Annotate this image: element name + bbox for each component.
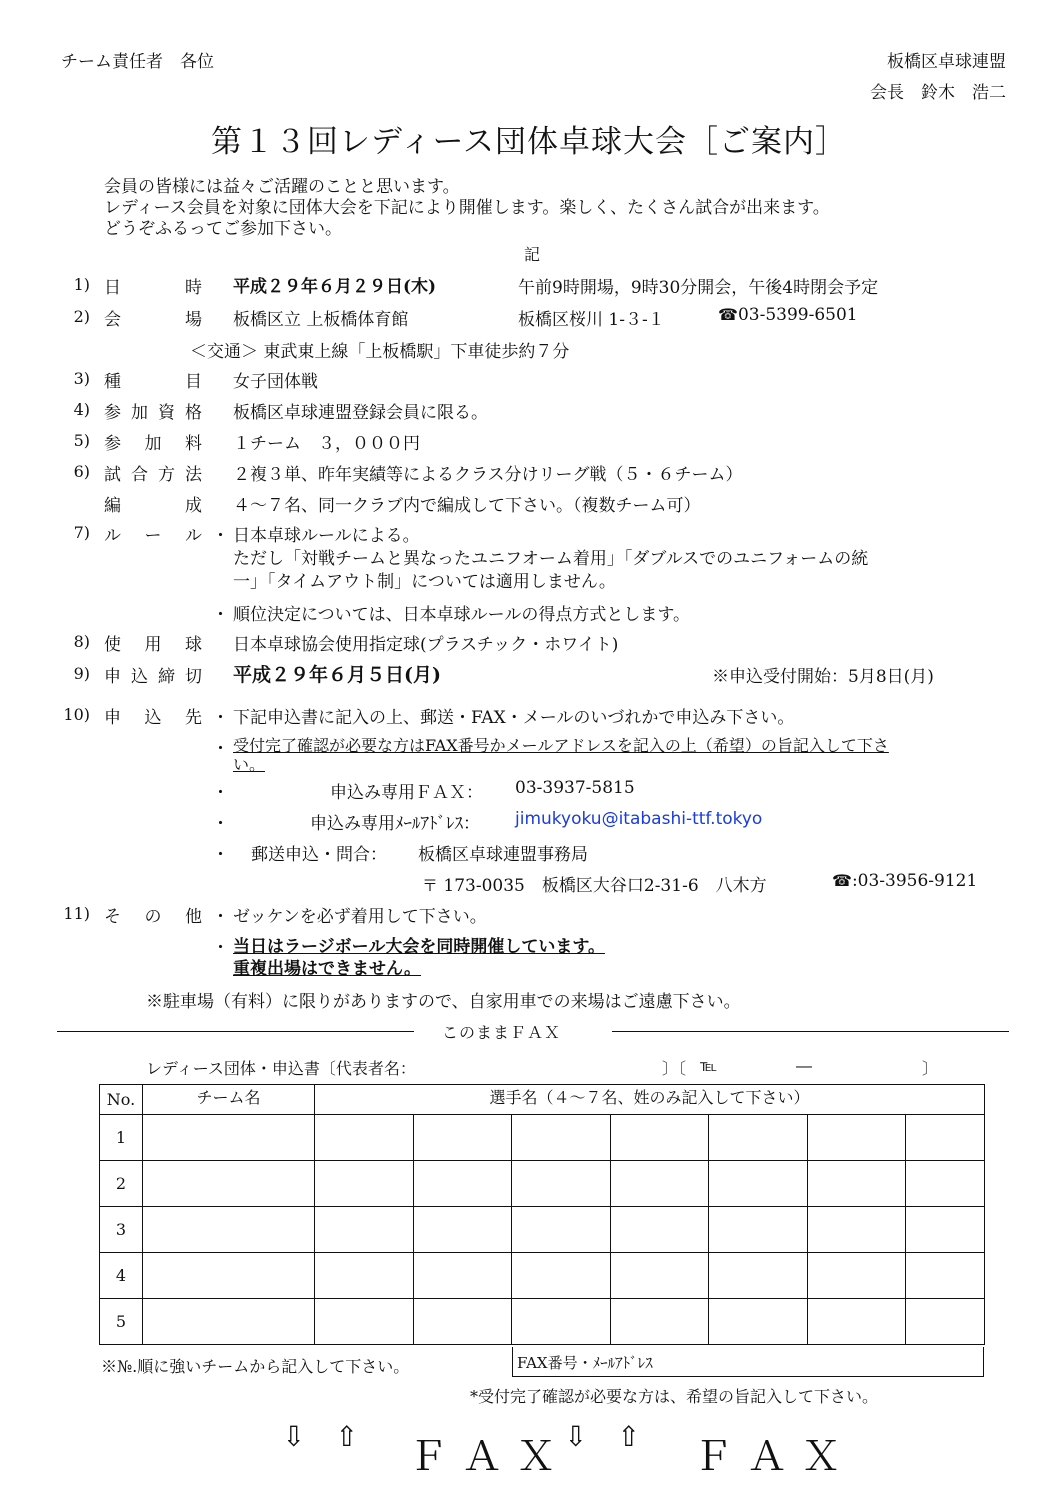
player-cell[interactable] [906, 1115, 985, 1161]
fax-mail-label: FAX番号・ﾒｰﾙｱﾄﾞﾚｽ [517, 1354, 653, 1372]
player-cell[interactable] [315, 1299, 414, 1345]
item-number: 10) [63, 705, 90, 724]
bullet: ・ [212, 845, 229, 865]
intro-line-1: 会員の皆様には益々ご活躍のことと思います。 [104, 177, 460, 197]
item-label-eligibility: 参 加 資 格 [104, 403, 202, 423]
team-name-cell[interactable] [143, 1253, 315, 1299]
bullet: ・ [212, 739, 229, 759]
player-cell[interactable] [414, 1115, 512, 1161]
deadline-date: 平成２９年６月５日(月) [233, 664, 441, 686]
arrow-down-icon: ⇩ [282, 1420, 306, 1453]
organization-name: 板橋区卓球連盟 [887, 52, 1006, 72]
team-name-cell[interactable] [143, 1115, 315, 1161]
item-label-rules: ル ー ル [104, 526, 202, 546]
player-cell[interactable] [512, 1161, 611, 1207]
player-cell[interactable] [315, 1207, 414, 1253]
player-cell[interactable] [611, 1299, 709, 1345]
bullet: ・ [212, 814, 229, 834]
fax-mail-field[interactable] [512, 1347, 984, 1377]
col-header-team: チーム名 [143, 1085, 315, 1115]
fax-divider-label: このままＦＡＸ [442, 1023, 562, 1042]
row-number: 4 [100, 1253, 143, 1299]
order-note: ※№.順に強いチームから記入して下さい。 [101, 1357, 410, 1376]
arrow-down-icon: ⇩ [564, 1420, 588, 1453]
divider-left [57, 1031, 414, 1032]
player-cell[interactable] [709, 1207, 808, 1253]
player-cell[interactable] [414, 1299, 512, 1345]
player-cell[interactable] [709, 1161, 808, 1207]
deadline-note: ※申込受付開始：5月8日(月) [712, 667, 934, 687]
player-cell[interactable] [315, 1115, 414, 1161]
tel-label: ℡ [700, 1056, 718, 1075]
item-number: 8) [73, 632, 90, 651]
other-line-2: 当日はラージボール大会を同時開催しています。 [233, 937, 605, 957]
row-number: 1 [100, 1115, 143, 1161]
item-number: 9) [73, 664, 90, 683]
post-office: 板橋区卓球連盟事務局 [418, 845, 588, 865]
table-row [100, 1161, 985, 1207]
player-cell[interactable] [808, 1253, 906, 1299]
fax-number: 03-3937-5815 [515, 778, 635, 798]
team-name-cell[interactable] [143, 1207, 315, 1253]
entry-form-table [99, 1084, 985, 1345]
arrow-up-icon: ⇧ [617, 1420, 641, 1453]
recipient-line: チーム責任者 各位 [61, 52, 214, 72]
row-number: 3 [100, 1207, 143, 1253]
rules-line-1: 日本卓球ルールによる。 [233, 526, 420, 546]
bullet: ・ [212, 526, 229, 546]
parking-note: ※駐車場（有料）に限りがありますので、自家用車での来場はご遠慮下さい。 [146, 992, 741, 1012]
phone-icon: ☎ [832, 871, 852, 890]
player-cell[interactable] [709, 1115, 808, 1161]
phone-icon: ☎ [718, 305, 738, 324]
item-number: 5) [73, 431, 90, 450]
item-label-format: 試 合 方 法 [104, 465, 202, 485]
table-row [100, 1115, 985, 1161]
col-header-players: 選手名（４～７名、姓のみ記入して下さい） [315, 1085, 985, 1115]
player-cell[interactable] [414, 1253, 512, 1299]
email-link[interactable]: jimukyoku@itabashi-ttf.tokyo [515, 809, 763, 829]
item-number: 4) [73, 400, 90, 419]
arrow-up-icon: ⇧ [335, 1420, 359, 1453]
fax-footer-label: ＦＡＸ [408, 1434, 570, 1480]
postal-mark-icon: 〒 [422, 876, 439, 895]
postal-address: 〒 173-0035 板橋区大谷口2-31-6 八木方 [422, 876, 767, 896]
player-cell[interactable] [512, 1207, 611, 1253]
player-cell[interactable] [611, 1161, 709, 1207]
player-cell[interactable] [611, 1253, 709, 1299]
row-number: 2 [100, 1161, 143, 1207]
team-text: ４～７名、同一クラブ内で編成して下さい。（複数チーム可） [233, 496, 701, 516]
item-label-deadline: 申 込 締 切 [104, 667, 202, 687]
venue-address: 板橋区桜川 1-３-１ [518, 310, 665, 330]
intro-line-2: レディース会員を対象に団体大会を下記により開催します。楽しく、たくさん試合が出来ます。 [104, 198, 830, 218]
item-number: 7) [73, 523, 90, 542]
tel-dash: ― [796, 1056, 812, 1075]
event-schedule: 午前9時開場，9時30分開会，午後4時閉会予定 [518, 278, 879, 298]
player-cell[interactable] [906, 1299, 985, 1345]
player-cell[interactable] [414, 1207, 512, 1253]
item-label-date: 日 時 [104, 278, 202, 298]
item-label-other: そ の 他 [104, 907, 202, 927]
item-label-event: 種 目 [104, 372, 202, 392]
item-number: 1) [73, 275, 90, 294]
player-cell[interactable] [414, 1161, 512, 1207]
col-header-no: No. [100, 1085, 143, 1115]
venue-name: 板橋区立 上板橋体育館 [233, 310, 409, 330]
table-row [100, 1207, 985, 1253]
item-label-apply: 申 込 先 [104, 708, 202, 728]
form-bracket-close: 〕 [922, 1059, 939, 1078]
form-bracket: 〕〔 [662, 1059, 687, 1078]
ball-text: 日本卓球協会使用指定球(プラスチック・ホワイト) [233, 635, 619, 655]
bullet: ・ [212, 708, 229, 728]
form-title: レディース団体・申込書〔代表者名： [146, 1059, 416, 1078]
item-number: 3) [73, 369, 90, 388]
player-cell[interactable] [315, 1161, 414, 1207]
row-number: 5 [100, 1299, 143, 1345]
player-cell[interactable] [906, 1161, 985, 1207]
page-title: 第１３回レディース団体卓球大会［ご案内］ [211, 124, 847, 160]
format-text: ２複３単、昨年実績等によるクラス分けリーグ戦（５・６チーム） [233, 465, 743, 485]
player-cell[interactable] [512, 1115, 611, 1161]
player-cell[interactable] [709, 1299, 808, 1345]
fee-text: １チーム ３，０００円 [233, 434, 420, 454]
item-label-team: 編 成 [104, 496, 202, 516]
apply-line-1: 下記申込書に記入の上、郵送・FAX・メールのいづれかで申込み下さい。 [233, 708, 795, 728]
player-cell[interactable] [315, 1253, 414, 1299]
bullet: ・ [212, 783, 229, 803]
fax-footer-label: ＦＡＸ [693, 1434, 855, 1480]
office-phone: ☎:03-3956-9121 [832, 871, 978, 891]
player-cell[interactable] [512, 1299, 611, 1345]
rules-line-3: 一」「タイムアウト制」については適用しません。 [233, 572, 616, 592]
item-label-venue: 会 場 [104, 310, 202, 330]
apply-confirm-note-cont: い。 [233, 755, 266, 774]
player-cell[interactable] [611, 1115, 709, 1161]
player-cell[interactable] [808, 1207, 906, 1253]
divider-right [612, 1031, 1009, 1032]
event-date: 平成２９年６月２９日(木) [233, 277, 437, 297]
table-header-row [100, 1085, 985, 1115]
table-row [100, 1299, 985, 1345]
item-label-ball: 使 用 球 [104, 635, 202, 655]
mail-label: 申込み専用ﾒｰﾙｱﾄﾞﾚｽ： [310, 814, 480, 834]
rules-line-4: 順位決定については、日本卓球ルールの得点方式とします。 [233, 605, 690, 625]
player-cell[interactable] [808, 1161, 906, 1207]
player-cell[interactable] [808, 1115, 906, 1161]
bullet: ・ [212, 605, 229, 625]
player-cell[interactable] [709, 1253, 808, 1299]
team-name-cell[interactable] [143, 1161, 315, 1207]
bullet: ・ [212, 938, 229, 958]
fax-label: 申込み専用ＦＡＸ： [330, 783, 483, 803]
player-cell[interactable] [808, 1299, 906, 1345]
item-number: 2) [73, 307, 90, 326]
intro-line-3: どうぞふるってご参加下さい。 [104, 219, 342, 239]
player-cell[interactable] [906, 1207, 985, 1253]
confirm-note: *受付完了確認が必要な方は、希望の旨記入して下さい。 [470, 1387, 879, 1406]
venue-access: ＜交通＞ 東武東上線「上板橋駅」下車徒歩約７分 [190, 342, 570, 362]
president-name: 会長 鈴木 浩二 [870, 83, 1006, 103]
ki-mark: 記 [524, 245, 541, 264]
rules-line-2: ただし「対戦チームと異なったユニフオーム着用」「ダブルスでのユニフォームの統 [233, 549, 869, 569]
team-name-cell[interactable] [143, 1299, 315, 1345]
eligibility-text: 板橋区卓球連盟登録会員に限る。 [233, 403, 488, 423]
other-line-1: ゼッケンを必ず着用して下さい。 [233, 907, 487, 927]
apply-confirm-note: 受付完了確認が必要な方はFAX番号かメールアドレスを記入の上（希望）の旨記入して下さ [233, 736, 889, 755]
player-cell[interactable] [906, 1253, 985, 1299]
item-label-fee: 参 加 料 [104, 434, 202, 454]
event-type: 女子団体戦 [233, 372, 318, 392]
other-line-3: 重複出場はできません。 [233, 959, 422, 979]
bullet: ・ [212, 907, 229, 927]
post-label: 郵送申込・問合： [251, 845, 387, 865]
item-number: 6) [73, 462, 90, 481]
venue-phone: ☎03-5399-6501 [718, 305, 858, 325]
item-number: 11) [63, 904, 90, 923]
table-row [100, 1253, 985, 1299]
player-cell[interactable] [512, 1253, 611, 1299]
player-cell[interactable] [611, 1207, 709, 1253]
